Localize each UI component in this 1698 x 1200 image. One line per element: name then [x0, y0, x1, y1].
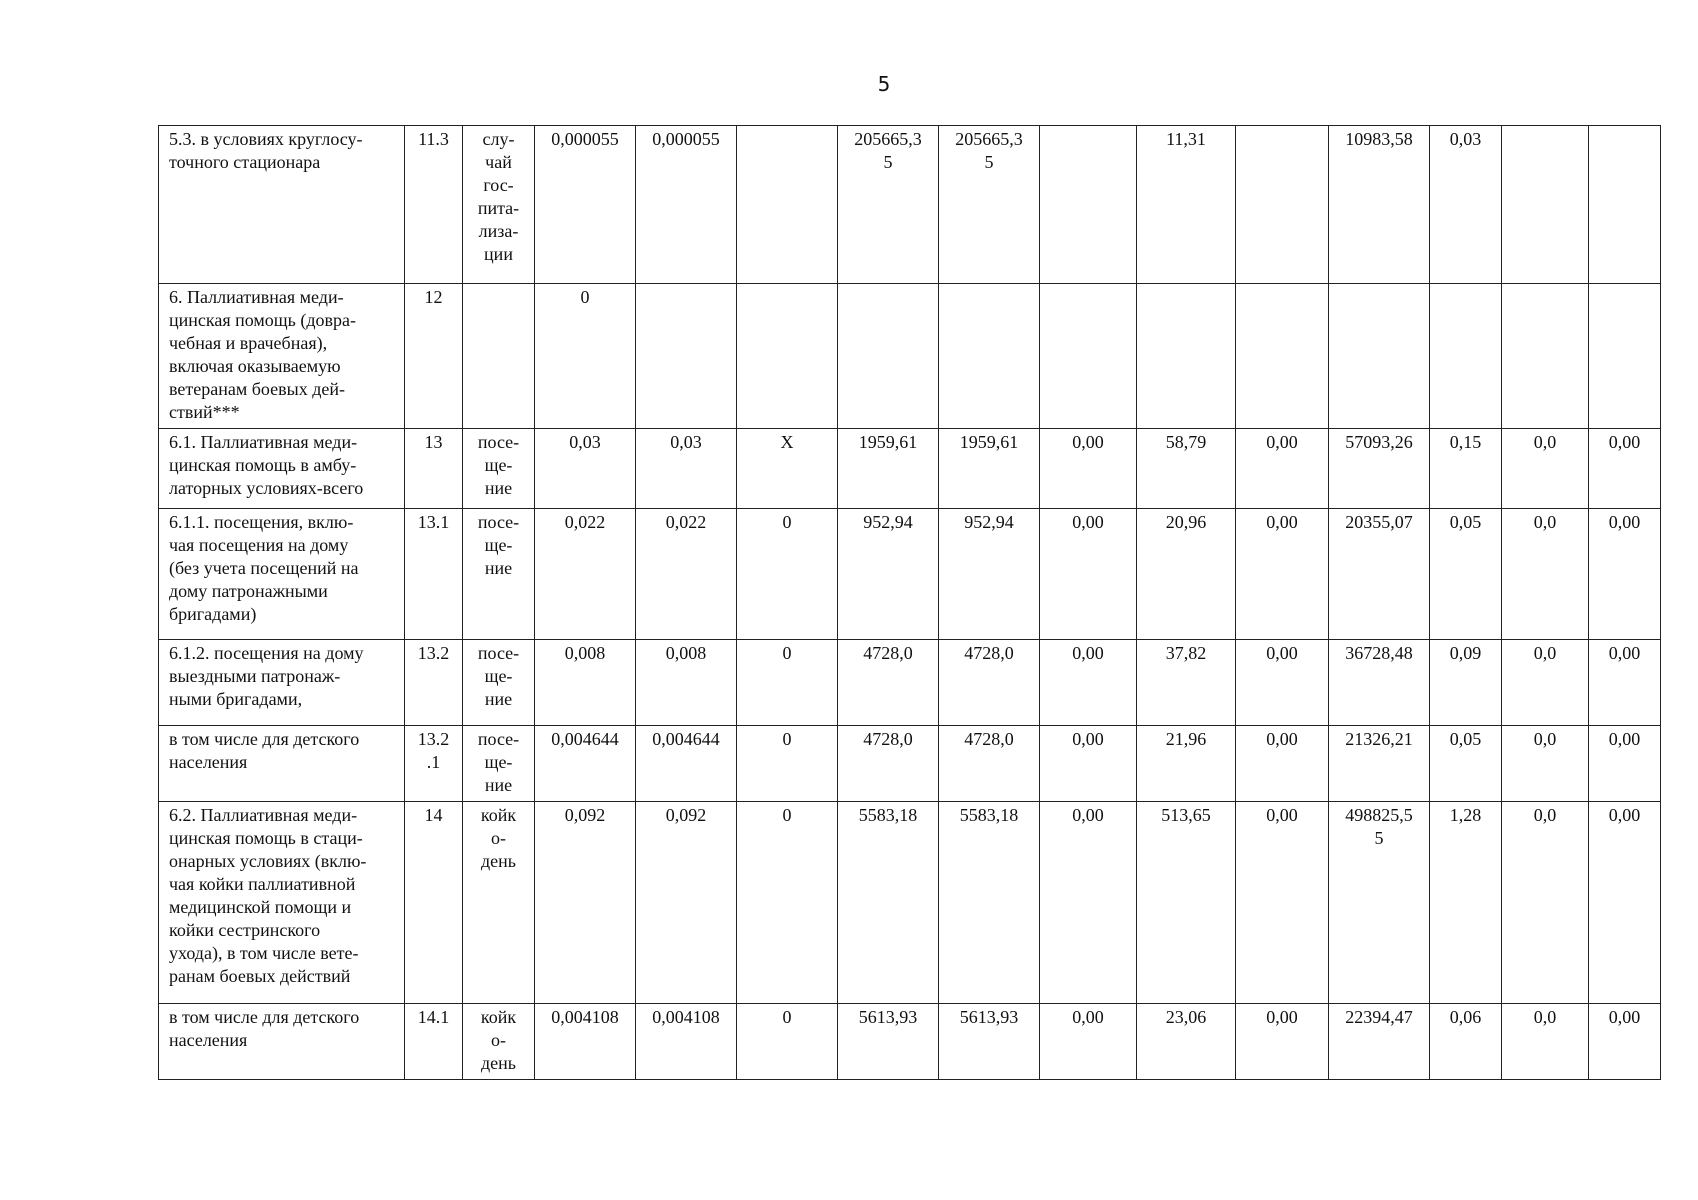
value-cell	[535, 1004, 636, 1080]
value-cell	[1137, 802, 1236, 1004]
value-cell-text: 23,06	[1165, 1007, 1207, 1027]
value-cell-text: 0,0	[1533, 729, 1557, 749]
value-cell	[838, 726, 939, 802]
value-cell-text: 0	[782, 729, 792, 749]
value-cell-text: 0,06	[1449, 1007, 1482, 1027]
value-cell	[1502, 1004, 1589, 1080]
value-cell	[1589, 802, 1661, 1004]
unit-cell-text: посе- ще- ние	[477, 432, 520, 498]
value-cell-text: 21,96	[1165, 729, 1207, 749]
value-cell	[838, 429, 939, 509]
value-cell-text: 0,092	[564, 805, 606, 825]
value-cell	[838, 640, 939, 726]
value-cell	[1040, 126, 1137, 284]
value-cell-text: 0,03	[670, 432, 702, 452]
value-cell-text: 0,008	[665, 643, 707, 663]
value-cell	[1040, 802, 1137, 1004]
value-cell-text: 21326,21	[1345, 729, 1413, 749]
row-code-cell	[405, 509, 463, 640]
value-cell	[1502, 726, 1589, 802]
value-cell-text: 0,0	[1533, 805, 1557, 825]
unit-cell-text: посе- ще- ние	[477, 512, 520, 578]
value-cell	[636, 429, 737, 509]
value-cell	[737, 640, 838, 726]
value-cell	[1236, 429, 1329, 509]
row-label-cell-text: 6.2. Паллиативная меди- цинская помощь в стаци- онарных условиях (вклю- чая койки паллиативной медицинской помощи и койки сестринского ухода), в том числе вете- ранам боевых действий	[169, 805, 367, 986]
value-cell-text: 0,00	[1266, 512, 1298, 532]
row-code-cell	[405, 726, 463, 802]
value-cell-text: 4728,0	[964, 729, 1014, 749]
row-code-cell-text: 14.1	[417, 1007, 450, 1027]
value-cell	[737, 1004, 838, 1080]
value-cell	[1236, 640, 1329, 726]
value-cell	[1329, 284, 1430, 429]
value-cell	[1589, 126, 1661, 284]
value-cell-text: 4728,0	[863, 643, 913, 663]
value-cell	[1137, 126, 1236, 284]
unit-cell	[463, 429, 535, 509]
value-cell-text: 0,00	[1266, 432, 1298, 452]
value-cell	[1502, 126, 1589, 284]
value-cell	[1502, 640, 1589, 726]
value-cell	[1236, 802, 1329, 1004]
value-cell	[636, 640, 737, 726]
value-cell-text: 205665,3 5	[955, 129, 1023, 172]
value-cell	[1040, 640, 1137, 726]
value-cell-text: 10983,58	[1345, 129, 1413, 149]
value-cell	[939, 802, 1040, 1004]
row-code-cell-text: 11.3	[418, 129, 449, 149]
value-cell	[838, 509, 939, 640]
value-cell	[1430, 726, 1502, 802]
value-cell	[939, 429, 1040, 509]
value-cell-text: 0,0	[1533, 512, 1557, 532]
unit-cell-text: слу- чай гос- пита- лиза- ции	[477, 129, 520, 264]
value-cell-text: 0,0	[1533, 432, 1557, 452]
value-cell-text: 0	[782, 512, 792, 532]
value-cell-text: 0,00	[1072, 729, 1104, 749]
value-cell-text: 58,79	[1165, 432, 1207, 452]
value-cell-text: 1959,61	[959, 432, 1019, 452]
row-code-cell	[405, 802, 463, 1004]
value-cell-text: 0,00	[1072, 1007, 1104, 1027]
row-code-cell	[405, 640, 463, 726]
row-code-cell	[405, 126, 463, 284]
row-code-cell-text: 12	[424, 287, 443, 307]
value-cell-text: 0,00	[1608, 729, 1641, 749]
value-cell-text: X	[780, 432, 794, 452]
value-cell-text: 1959,61	[858, 432, 918, 452]
value-cell	[1430, 429, 1502, 509]
value-cell	[737, 284, 838, 429]
value-cell-text: 0	[782, 805, 792, 825]
row-label-cell	[159, 1004, 405, 1080]
value-cell	[1329, 726, 1430, 802]
unit-cell	[463, 126, 535, 284]
value-cell	[1589, 726, 1661, 802]
value-cell-text: 20,96	[1165, 512, 1207, 532]
value-cell	[535, 284, 636, 429]
table-row	[159, 1004, 1661, 1080]
value-cell	[838, 1004, 939, 1080]
value-cell	[737, 126, 838, 284]
value-cell	[1137, 284, 1236, 429]
value-cell	[1236, 509, 1329, 640]
value-cell-text: 1,28	[1449, 805, 1482, 825]
value-cell-text: 0,00	[1266, 643, 1298, 663]
value-cell-text: 0,004644	[551, 729, 619, 749]
row-label-cell	[159, 726, 405, 802]
value-cell	[939, 509, 1040, 640]
value-cell	[1430, 126, 1502, 284]
unit-cell	[463, 802, 535, 1004]
value-cell-text: 0,03	[569, 432, 601, 452]
unit-cell	[463, 1004, 535, 1080]
value-cell-text: 0,00	[1072, 805, 1104, 825]
value-cell-text: 0,00	[1072, 432, 1104, 452]
value-cell	[1502, 429, 1589, 509]
value-cell-text: 0,00	[1266, 1007, 1298, 1027]
unit-cell	[463, 726, 535, 802]
row-code-cell-text: 14	[424, 805, 443, 825]
value-cell	[1137, 509, 1236, 640]
value-cell	[1040, 284, 1137, 429]
value-cell	[1589, 429, 1661, 509]
value-cell	[838, 284, 939, 429]
value-cell	[1137, 1004, 1236, 1080]
unit-cell-text: посе- ще- ние	[477, 729, 520, 795]
value-cell	[1589, 509, 1661, 640]
row-label-cell	[159, 126, 405, 284]
value-cell-text: 5613,93	[959, 1007, 1019, 1027]
unit-cell	[463, 284, 535, 429]
unit-cell	[463, 640, 535, 726]
value-cell	[1329, 1004, 1430, 1080]
value-cell-text: 0,022	[665, 512, 707, 532]
value-cell-text: 22394,47	[1345, 1007, 1413, 1027]
value-cell	[1430, 284, 1502, 429]
row-label-cell-text: 6.1. Паллиативная меди- цинская помощь в амбу- латорных условиях-всего	[169, 432, 364, 498]
table-row	[159, 640, 1661, 726]
value-cell	[1236, 1004, 1329, 1080]
row-label-cell-text: 6. Паллиативная меди- цинская помощь (довра- чебная и врачебная), включая оказываемую ветеранам боевых дей- ствий***	[169, 287, 357, 422]
value-cell-text: 36728,48	[1345, 643, 1413, 663]
row-label-cell-text: 6.1.2. посещения на дому выездными патронаж- ными бригадами,	[169, 643, 364, 709]
value-cell	[737, 509, 838, 640]
row-label-cell	[159, 429, 405, 509]
value-cell	[939, 726, 1040, 802]
value-cell	[1040, 509, 1137, 640]
value-cell	[636, 509, 737, 640]
value-cell	[1589, 1004, 1661, 1080]
row-code-cell-text: 13.1	[417, 512, 450, 532]
value-cell-text: 498825,5 5	[1345, 805, 1413, 848]
value-cell	[636, 284, 737, 429]
value-cell-text: 0,0	[1533, 643, 1557, 663]
value-cell	[1430, 640, 1502, 726]
value-cell	[1137, 640, 1236, 726]
value-cell	[737, 802, 838, 1004]
value-cell	[1329, 429, 1430, 509]
value-cell	[1040, 1004, 1137, 1080]
value-cell	[535, 126, 636, 284]
value-cell	[535, 640, 636, 726]
value-cell	[1589, 284, 1661, 429]
value-cell-text: 0	[580, 287, 590, 307]
value-cell-text: 0,004108	[551, 1007, 619, 1027]
table-row	[159, 509, 1661, 640]
value-cell-text: 205665,3 5	[854, 129, 922, 172]
value-cell	[939, 126, 1040, 284]
table-row	[159, 802, 1661, 1004]
value-cell	[636, 1004, 737, 1080]
value-cell	[1236, 726, 1329, 802]
table-row	[159, 284, 1661, 429]
value-cell-text: 952,94	[863, 512, 913, 532]
value-cell	[939, 1004, 1040, 1080]
value-cell	[636, 726, 737, 802]
row-code-cell	[405, 284, 463, 429]
value-cell-text: 5583,18	[959, 805, 1019, 825]
value-cell-text: 0	[782, 1007, 792, 1027]
row-label-cell-text: в том числе для детского населения	[169, 1007, 360, 1050]
value-cell-text: 20355,07	[1345, 512, 1413, 532]
value-cell-text: 57093,26	[1345, 432, 1413, 452]
value-cell	[838, 126, 939, 284]
row-code-cell	[405, 1004, 463, 1080]
value-cell-text: 0,022	[564, 512, 606, 532]
value-cell-text: 5613,93	[858, 1007, 918, 1027]
value-cell	[1502, 509, 1589, 640]
page-number: 5	[877, 72, 891, 96]
value-cell-text: 0,05	[1449, 512, 1482, 532]
row-code-cell-text: 13.2	[417, 643, 450, 663]
row-label-cell	[159, 640, 405, 726]
unit-cell-text: посе- ще- ние	[477, 643, 520, 709]
value-cell	[838, 802, 939, 1004]
value-cell-text: 0,05	[1449, 729, 1482, 749]
value-cell-text: 4728,0	[863, 729, 913, 749]
value-cell-text: 0,0	[1533, 1007, 1557, 1027]
value-cell	[535, 726, 636, 802]
value-cell-text: 0,00	[1072, 643, 1104, 663]
value-cell	[1236, 284, 1329, 429]
row-code-cell-text: 13	[424, 432, 443, 452]
value-cell-text: 0,15	[1449, 432, 1482, 452]
value-cell-text: 0,03	[1449, 129, 1482, 149]
value-cell-text: 0,004108	[652, 1007, 720, 1027]
value-cell-text: 0	[782, 643, 792, 663]
value-cell-text: 0,00	[1266, 729, 1298, 749]
value-cell-text: 0,092	[665, 805, 707, 825]
value-cell-text: 0,008	[564, 643, 606, 663]
value-cell	[1040, 726, 1137, 802]
unit-cell-text: койк о- день	[480, 805, 517, 871]
value-cell-text: 0,00	[1608, 432, 1641, 452]
value-cell-text: 5583,18	[858, 805, 918, 825]
value-cell-text: 0,000055	[551, 129, 619, 149]
value-cell	[1502, 802, 1589, 1004]
table-row	[159, 726, 1661, 802]
value-cell	[1329, 126, 1430, 284]
value-cell	[1236, 126, 1329, 284]
value-cell-text: 4728,0	[964, 643, 1014, 663]
value-cell	[636, 126, 737, 284]
row-label-cell-text: 6.1.1. посещения, вклю- чая посещения на дому (без учета посещений на дому патронажными бригадами)	[169, 512, 359, 624]
value-cell	[1430, 802, 1502, 1004]
value-cell-text: 0,00	[1608, 805, 1641, 825]
value-cell	[535, 429, 636, 509]
value-cell-text: 0,09	[1449, 643, 1482, 663]
row-label-cell	[159, 802, 405, 1004]
row-label-cell-text: в том числе для детского населения	[169, 729, 360, 772]
row-code-cell-text: 13.2 .1	[417, 729, 450, 772]
row-label-cell	[159, 284, 405, 429]
value-cell	[737, 726, 838, 802]
row-code-cell	[405, 429, 463, 509]
value-cell	[939, 640, 1040, 726]
value-cell-text: 0,00	[1608, 512, 1641, 532]
value-cell	[1329, 802, 1430, 1004]
value-cell	[535, 802, 636, 1004]
value-cell	[1137, 726, 1236, 802]
value-cell	[1430, 509, 1502, 640]
table-row	[159, 126, 1661, 284]
value-cell-text: 0,004644	[652, 729, 720, 749]
value-cell-text: 513,65	[1161, 805, 1211, 825]
row-label-cell-text: 5.3. в условиях круглосу- точного стационара	[169, 129, 363, 172]
value-cell-text: 0,00	[1266, 805, 1298, 825]
value-cell	[737, 429, 838, 509]
value-cell	[1329, 640, 1430, 726]
value-cell-text: 0,00	[1608, 1007, 1641, 1027]
value-cell	[1430, 1004, 1502, 1080]
value-cell	[1040, 429, 1137, 509]
unit-cell-text: койк о- день	[480, 1007, 517, 1073]
row-label-cell	[159, 509, 405, 640]
value-cell	[1502, 284, 1589, 429]
data-table	[158, 125, 1661, 1080]
value-cell	[1137, 429, 1236, 509]
value-cell	[1589, 640, 1661, 726]
value-cell-text: 0,00	[1072, 512, 1104, 532]
value-cell	[1329, 509, 1430, 640]
value-cell-text: 952,94	[964, 512, 1014, 532]
unit-cell	[463, 509, 535, 640]
value-cell-text: 0,000055	[652, 129, 720, 149]
value-cell-text: 11,31	[1166, 129, 1206, 149]
value-cell-text: 37,82	[1165, 643, 1207, 663]
value-cell	[636, 802, 737, 1004]
value-cell-text: 0,00	[1608, 643, 1641, 663]
table-row	[159, 429, 1661, 509]
value-cell	[939, 284, 1040, 429]
value-cell	[535, 509, 636, 640]
